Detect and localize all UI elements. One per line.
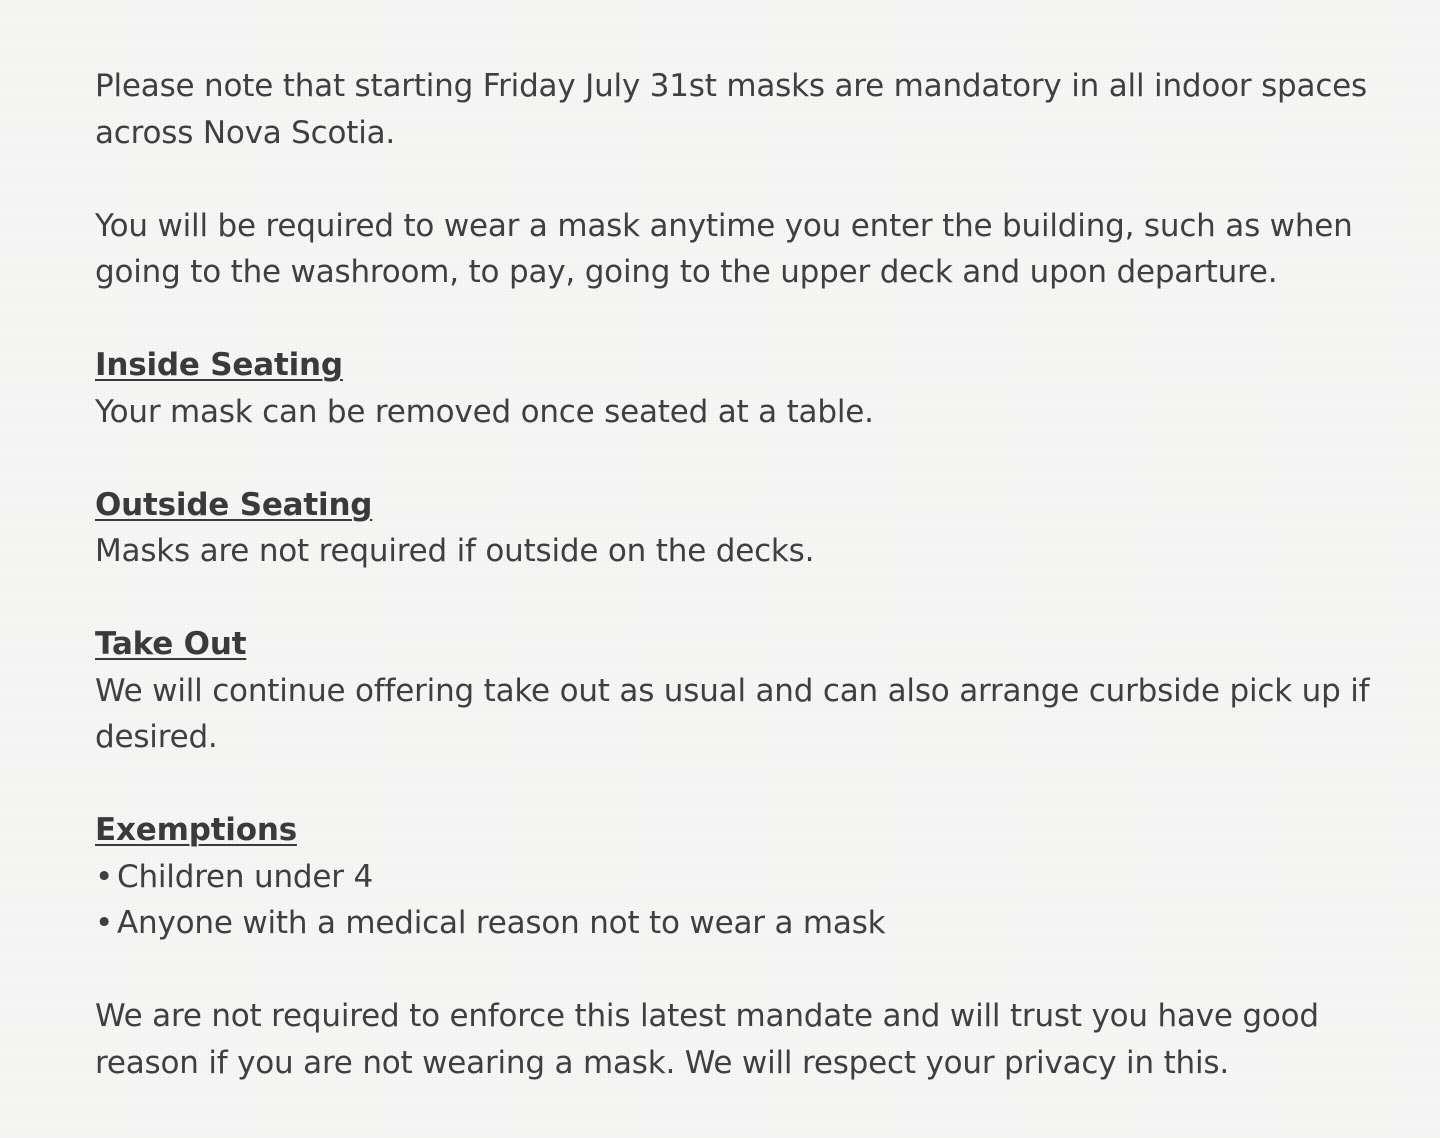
section-exemptions [95,807,1385,947]
list-item [95,854,1385,901]
list-item [95,900,1385,947]
section-heading: Inside Seating [95,347,343,383]
section-body: Your mask can be removed once seated at a table. [95,393,874,430]
section-take-out [95,621,1385,761]
section-body: We will continue offering take out as usual and can also arrange curbside pick up if desired. [95,672,1370,755]
mask-notice [95,63,1385,1133]
list-item-text: Children under 4 [117,858,374,895]
section-heading: Take Out [95,626,247,662]
closing-paragraph: We are not required to enforce this latest mandate and will trust you have good reason if you are not wearing a mask. We will respect your privacy in this. [95,998,1319,1081]
section-heading: Outside Seating [95,486,373,523]
list-item-text: Anyone with a medical reason not to wear a mask [117,905,886,941]
bullet-icon: • [95,905,114,941]
section-inside-seating [95,342,1385,435]
intro-paragraph-2: You will be required to wear a mask anytime you enter the building, such as when going to the washroom, to pay, going to the upper deck and upon departure. [95,207,1353,290]
bullet-icon: • [95,858,114,895]
section-heading: Exemptions [95,812,297,848]
intro-paragraph-1: Please note that starting Friday July 31st masks are mandatory in all indoor spaces across Nova Scotia. [95,68,1367,151]
section-outside-seating [95,482,1385,575]
exemptions-list [95,854,1385,947]
section-body: Masks are not required if outside on the decks. [95,533,815,569]
